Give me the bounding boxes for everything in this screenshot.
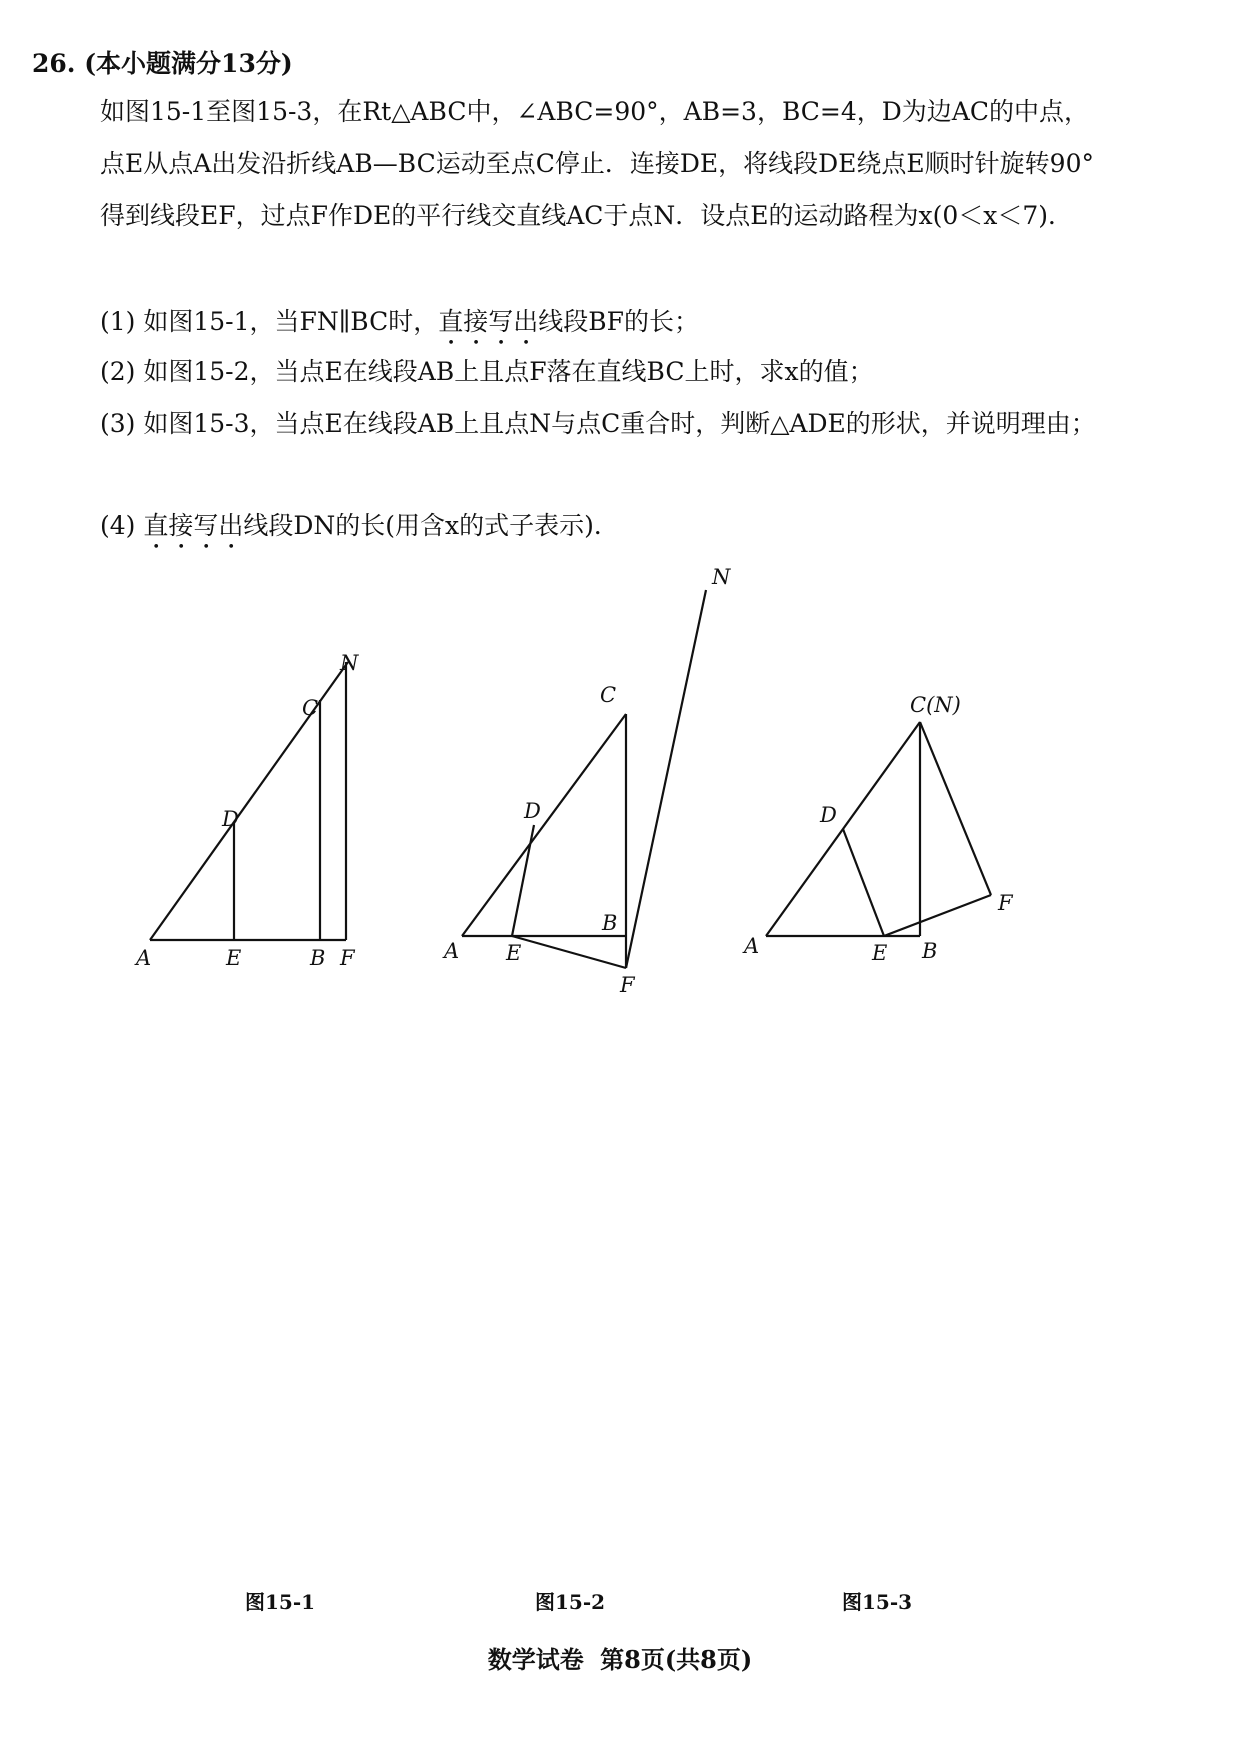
part-4 xyxy=(100,500,1110,555)
part-2 xyxy=(100,346,1110,398)
label-C: C xyxy=(302,696,319,720)
label-A: A xyxy=(444,939,460,963)
page-footer xyxy=(0,1640,1240,1675)
segment-EF xyxy=(884,895,991,936)
figure-15-2 xyxy=(440,560,740,1614)
label-D: D xyxy=(222,807,239,831)
label-F: F xyxy=(620,973,635,997)
label-B: B xyxy=(922,939,938,963)
part-3-text: (3) 如图15-3，当点E在线段AB上且点N与点C重合时，判断△ADE的形状，并说明理由； xyxy=(100,409,1096,438)
figure-15-2-diagram xyxy=(440,560,740,997)
part-4-prefix: (4) xyxy=(100,511,144,540)
caption-15-1: 图15-1 xyxy=(245,1590,316,1614)
label-B: B xyxy=(310,946,326,970)
part-1-suffix: 线段BF的长； xyxy=(538,307,699,336)
label-A: A xyxy=(136,946,152,970)
part-4-suffix: 线段DN的长(用含x的式子表示)． xyxy=(243,511,619,540)
label-N: N xyxy=(712,565,731,589)
part-1-prefix: (1) 如图15-1，当FN∥BC时， xyxy=(100,307,439,336)
part-2-text: (2) 如图15-2，当点E在线段AB上且点F落在直线BC上时，求x的值； xyxy=(100,357,874,386)
question-score: (本小题满分13分) xyxy=(84,49,293,78)
figure-15-1 xyxy=(130,560,390,1614)
question-header xyxy=(32,44,293,80)
figure-15-1-diagram xyxy=(130,560,390,980)
label-C: C xyxy=(600,683,617,707)
part-4-emphasis: 直接写出 xyxy=(143,511,244,540)
label-D: D xyxy=(820,803,837,827)
label-F: F xyxy=(340,946,355,970)
footer-subject: 数学试卷 xyxy=(487,1645,584,1674)
footer-page: 第8页(共8页) xyxy=(600,1645,753,1674)
part-3 xyxy=(100,398,1110,450)
figure-15-3-diagram xyxy=(740,560,1020,980)
part-1 xyxy=(100,296,1110,351)
label-E: E xyxy=(226,946,242,970)
label-E: E xyxy=(872,941,888,965)
caption-15-2: 图15-2 xyxy=(535,1590,606,1614)
label-N: N xyxy=(340,651,359,675)
segment-AC xyxy=(462,714,626,936)
caption-15-3: 图15-3 xyxy=(842,1590,913,1614)
segment-AN xyxy=(150,662,348,940)
segment-DE xyxy=(512,825,534,936)
label-D: D xyxy=(524,799,541,823)
segment-DE xyxy=(843,829,884,936)
segment-FN xyxy=(920,722,991,895)
segment-EF xyxy=(512,936,626,968)
question-number: 26. xyxy=(32,49,76,78)
label-C: C(N) xyxy=(910,693,961,717)
segment-FN xyxy=(626,590,706,968)
question-stem: 如图15-1至图15-3，在Rt△ABC中，∠ABC=90°，AB=3，BC=4，D为边AC的中点，点E从点A出发沿折线AB—BC运动至点C停止．连接DE，将线段DE绕点E顺时针旋转90°得到线段EF，过点F作DE的平行线交直线AC于点N．设点E的运动路程为x(0＜x＜7)． xyxy=(100,97,1094,230)
label-F: F xyxy=(998,891,1013,915)
label-A: A xyxy=(744,934,760,958)
figure-15-3 xyxy=(740,560,1020,1614)
label-B: B xyxy=(602,911,618,935)
label-E: E xyxy=(506,941,522,965)
part-1-emphasis: 直接写出 xyxy=(438,307,539,336)
